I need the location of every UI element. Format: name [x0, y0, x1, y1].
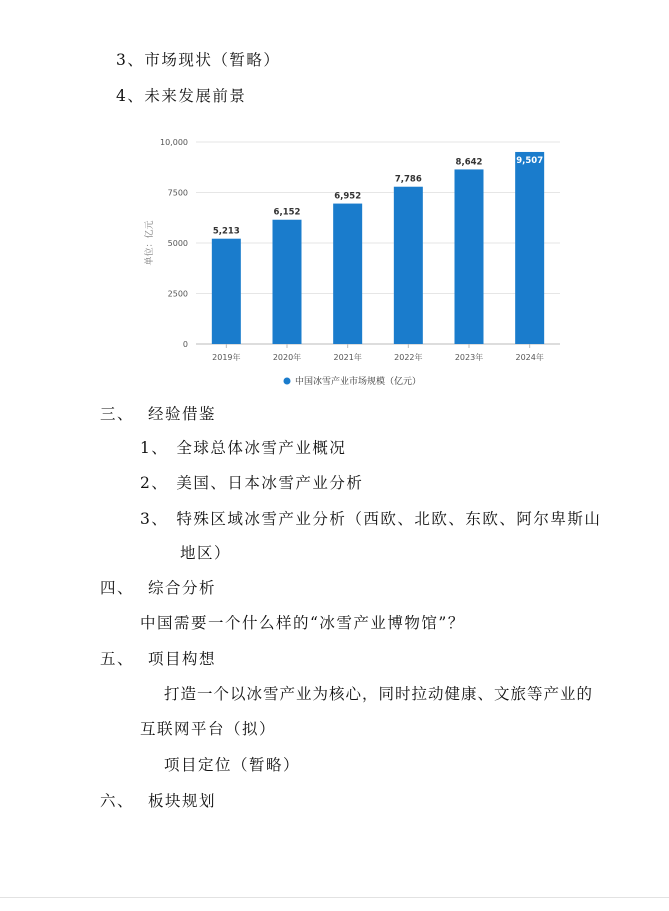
line-section-4 [100, 576, 216, 598]
section-title: 经验借鉴 [148, 405, 217, 423]
line-section-5 [100, 647, 216, 669]
bar [212, 239, 241, 344]
line-item-us-japan [140, 471, 363, 493]
section-number: 六、 [100, 792, 135, 810]
bar-value-label: 5,213 [212, 226, 240, 237]
line-section-3 [100, 402, 216, 424]
legend-marker [284, 378, 291, 385]
chart-value-labels [213, 156, 543, 237]
y-tick-label: 0 [182, 340, 188, 349]
line-museum-question: 中国需要一个什么样的“冰雪产业博物馆”？ [140, 614, 465, 632]
x-tick-label: 2024年 [515, 353, 544, 362]
page-bottom-rule [0, 897, 669, 898]
section-number: 四、 [100, 579, 135, 597]
chart-legend-label: 中国冰雪产业市场规模（亿元） [295, 377, 422, 387]
chart-y-axis-label: 单位：亿元 [145, 220, 155, 266]
chart-x-ticks [212, 344, 544, 362]
bar-value-label: 7,786 [394, 174, 422, 185]
section-number: 五、 [100, 650, 135, 668]
section-title: 项目构想 [148, 650, 217, 668]
item-number: 3、 [140, 510, 169, 528]
bar-value-label: 6,152 [273, 207, 301, 218]
line-project-concept: 打造一个以冰雪产业为核心，同时拉动健康、文旅等产业的 [164, 685, 594, 703]
line-project-concept-cont: 互联网平台（拟） [140, 720, 277, 738]
y-tick-label: 10,000 [160, 138, 188, 147]
bar [455, 169, 484, 344]
line-future-outlook: 4、未来发展前景 [116, 87, 247, 105]
line-item-global [140, 436, 346, 458]
item-number: 1、 [140, 439, 169, 457]
section-title: 板块规划 [148, 792, 217, 810]
line-market-status: 3、市场现状（暂略） [116, 51, 281, 69]
bar-value-label: 8,642 [455, 157, 483, 168]
chart-gridlines [196, 142, 560, 344]
item-text: 全球总体冰雪产业概况 [176, 439, 347, 457]
bar-value-label: 9,507 [516, 155, 544, 166]
line-project-positioning: 项目定位（暂略） [164, 756, 301, 774]
item-number: 2、 [140, 474, 169, 492]
bar [394, 187, 423, 344]
market-size-bar-chart [140, 125, 570, 395]
bar [333, 204, 362, 344]
line-item-special-regions-cont: 地区） [180, 544, 232, 562]
section-title: 综合分析 [148, 579, 217, 597]
item-text: 特殊区域冰雪产业分析（西欧、北欧、东欧、阿尔卑斯山 [176, 510, 602, 528]
x-tick-label: 2023年 [454, 353, 484, 362]
y-tick-label: 7500 [167, 188, 188, 198]
x-tick-label: 2021年 [333, 353, 362, 362]
line-item-special-regions [140, 507, 601, 529]
bar-value-label: 6,952 [334, 191, 362, 202]
x-tick-label: 2022年 [394, 353, 423, 362]
line-section-6 [100, 789, 216, 811]
bar [273, 220, 302, 344]
y-tick-label: 2500 [167, 289, 188, 299]
item-text: 美国、日本冰雪产业分析 [176, 474, 364, 492]
x-tick-label: 2019年 [212, 353, 241, 362]
y-tick-label: 5000 [167, 239, 188, 248]
bar [515, 152, 544, 344]
section-number: 三、 [100, 405, 135, 423]
chart-bars [212, 152, 544, 344]
x-tick-label: 2020年 [272, 353, 302, 362]
chart-y-ticks [160, 138, 188, 349]
